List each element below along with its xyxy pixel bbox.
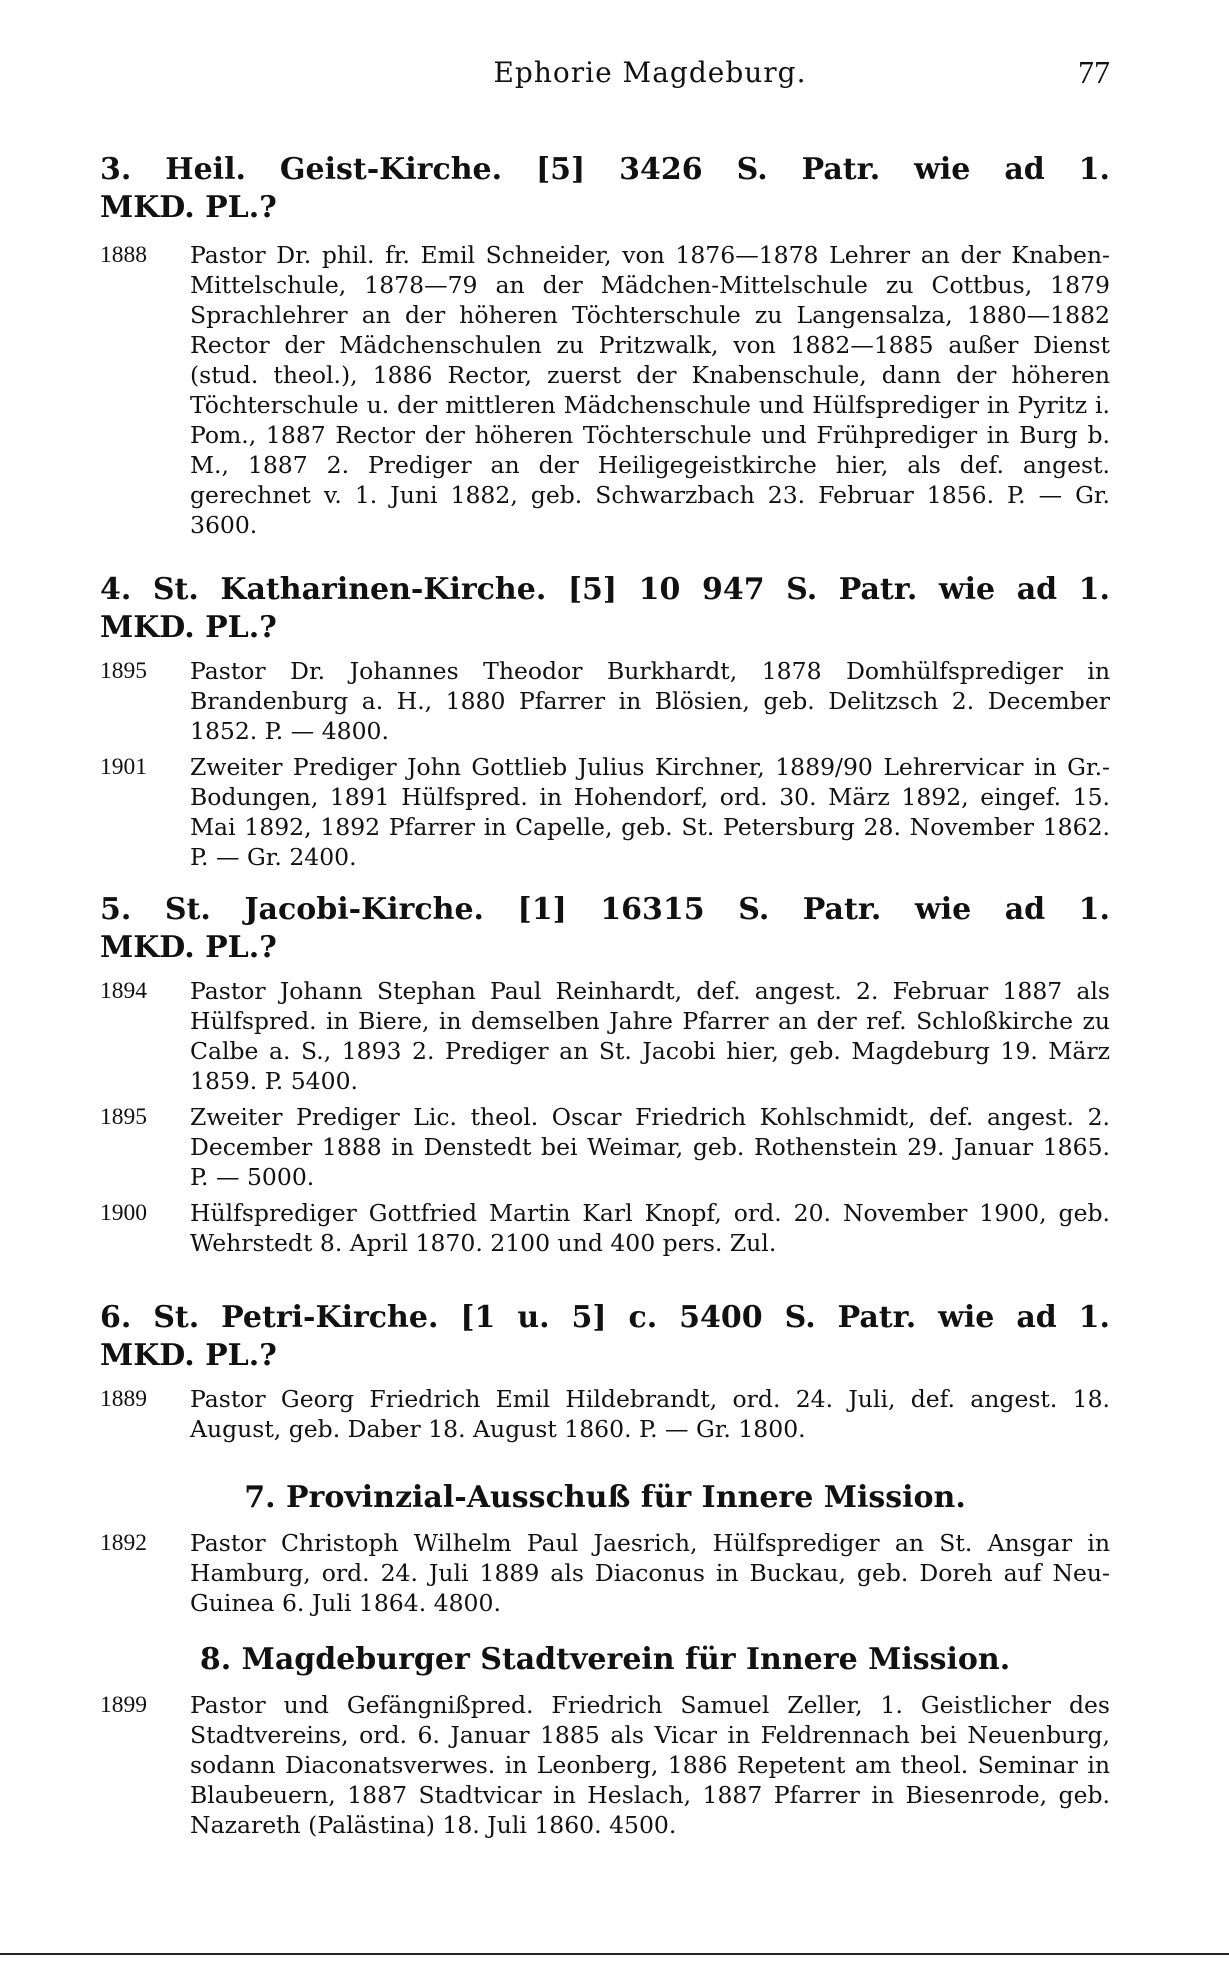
entry-text: Pastor und Gefängnißpred. Friedrich Samuel Zeller, 1. Geistlicher des Stadtvereins, ord. 6. Januar 1885 als Vicar in Feldrennach bei Neuenburg, sodann Diaconatsverwes. in Leonberg, 1886 Repetent am theol. Seminar in Blaubeuern, 1887 Stadtvicar in Heslach, 1887 Pfarrer in Biesenrode, geb. Nazareth (Palästina) 18. Juli 1860. 4500. bbox=[190, 1691, 1110, 1839]
entry-text: Pastor Georg Friedrich Emil Hildebrandt, ord. 24. Juli, def. angest. 18. August, geb. Daber 18. August 1860. P. — Gr. 1800. bbox=[190, 1385, 1110, 1443]
entry-year: 1892 bbox=[100, 1530, 147, 1556]
running-head bbox=[190, 50, 1110, 94]
entry bbox=[100, 752, 1110, 872]
section-provinzial-ausschuss bbox=[100, 1478, 1110, 1618]
section-st-jacobi-kirche bbox=[100, 890, 1110, 1258]
entry bbox=[100, 656, 1110, 746]
entry-year: 1894 bbox=[100, 978, 147, 1004]
scan-edge-rule bbox=[0, 1953, 1229, 1955]
entry-text: Pastor Dr. Johannes Theodor Burkhardt, 1878 Domhülfsprediger in Brandenburg a. H., 1880 Pfarrer in Blösien, geb. Delitzsch 2. December 1852. P. — 4800. bbox=[190, 657, 1110, 745]
section-magdeburger-stadtverein bbox=[100, 1640, 1110, 1840]
entry-year: 1895 bbox=[100, 658, 147, 684]
entry-year: 1888 bbox=[100, 242, 147, 268]
entry-year: 1895 bbox=[100, 1104, 147, 1130]
entry bbox=[100, 1198, 1110, 1258]
section-heading: 3. Heil. Geist-Kirche. [5] 3426 S. Patr. wie ad 1. bbox=[100, 152, 1110, 187]
section-subheading: MKD. PL.? bbox=[100, 930, 277, 965]
entry bbox=[100, 1384, 1110, 1444]
section-heading: 4. St. Katharinen-Kirche. [5] 10 947 S. Patr. wie ad 1. bbox=[100, 572, 1110, 607]
section-subheading: MKD. PL.? bbox=[100, 190, 277, 225]
entry-text: Pastor Dr. phil. fr. Emil Schneider, von 1876—1878 Lehrer an der Knaben-Mittelschule, 1878—79 an der Mädchen-Mittelschule zu Cottbus, 1879 Sprachlehrer an der höheren Töchterschule zu Langensalza, 1880—1882 Rector der Mädchenschulen zu Pritzwalk, von 1882—1885 außer Dienst (stud. theol.), 1886 Rector, zuerst der Knabenschule, dann der höheren Töchterschule u. der mittleren Mädchenschule und Hülfsprediger in Pyritz i. Pom., 1887 Rector der höheren Töchterschule und Frühprediger in Burg b. M., 1887 2. Prediger an der Heiligegeistkirche hier, als def. angest. gerechnet v. 1. Juni 1882, geb. Schwarzbach 23. Februar 1856. P. — Gr. 3600. bbox=[190, 241, 1110, 539]
section-heading: 5. St. Jacobi-Kirche. [1] 16315 S. Patr. wie ad 1. bbox=[100, 892, 1110, 927]
entry-text: Pastor Christoph Wilhelm Paul Jaesrich, Hülfsprediger an St. Ansgar in Hamburg, ord. 24. Juli 1889 als Diaconus in Buckau, geb. Doreh auf Neu-Guinea 6. Juli 1864. 4800. bbox=[190, 1529, 1110, 1617]
section-subheading: MKD. PL.? bbox=[100, 610, 277, 645]
entry-text: Pastor Johann Stephan Paul Reinhardt, def. angest. 2. Februar 1887 als Hülfspred. in Biere, in demselben Jahre Pfarrer an der ref. Schloßkirche zu Calbe a. S., 1893 2. Prediger an St. Jacobi hier, geb. Magdeburg 19. März 1859. P. 5400. bbox=[190, 977, 1110, 1095]
section-heading: 7. Provinzial-Ausschuß für Innere Mission. bbox=[244, 1480, 966, 1515]
section-heading: 8. Magdeburger Stadtverein für Innere Mission. bbox=[199, 1642, 1011, 1677]
entry bbox=[100, 976, 1110, 1096]
section-subheading: MKD. PL.? bbox=[100, 1338, 277, 1373]
entry bbox=[100, 1690, 1110, 1840]
entry bbox=[100, 1102, 1110, 1192]
entry-year: 1900 bbox=[100, 1200, 147, 1226]
section-heading: 6. St. Petri-Kirche. [1 u. 5] c. 5400 S. Patr. wie ad 1. bbox=[100, 1300, 1110, 1335]
entry bbox=[100, 240, 1110, 540]
section-st-petri-kirche bbox=[100, 1298, 1110, 1444]
page-number: 77 bbox=[1078, 54, 1110, 90]
entry-year: 1901 bbox=[100, 754, 147, 780]
entry-year: 1889 bbox=[100, 1386, 147, 1412]
section-st-katharinen-kirche bbox=[100, 570, 1110, 872]
entry-year: 1899 bbox=[100, 1692, 147, 1718]
entry-text: Hülfsprediger Gottfried Martin Karl Knopf, ord. 20. November 1900, geb. Wehrstedt 8. April 1870. 2100 und 400 pers. Zul. bbox=[190, 1199, 1110, 1257]
section-heil-geist-kirche bbox=[100, 150, 1110, 540]
entry bbox=[100, 1528, 1110, 1618]
running-title: Ephorie Magdeburg. bbox=[493, 56, 807, 89]
entry-text: Zweiter Prediger Lic. theol. Oscar Friedrich Kohlschmidt, def. angest. 2. December 1888 in Denstedt bei Weimar, geb. Rothenstein 29. Januar 1865. P. — 5000. bbox=[190, 1103, 1110, 1191]
entry-text: Zweiter Prediger John Gottlieb Julius Kirchner, 1889/90 Lehrervicar in Gr.-Bodungen, 1891 Hülfspred. in Hohendorf, ord. 30. März 1892, eingef. 15. Mai 1892, 1892 Pfarrer in Capelle, geb. St. Petersburg 28. November 1862. P. — Gr. 2400. bbox=[190, 753, 1110, 871]
